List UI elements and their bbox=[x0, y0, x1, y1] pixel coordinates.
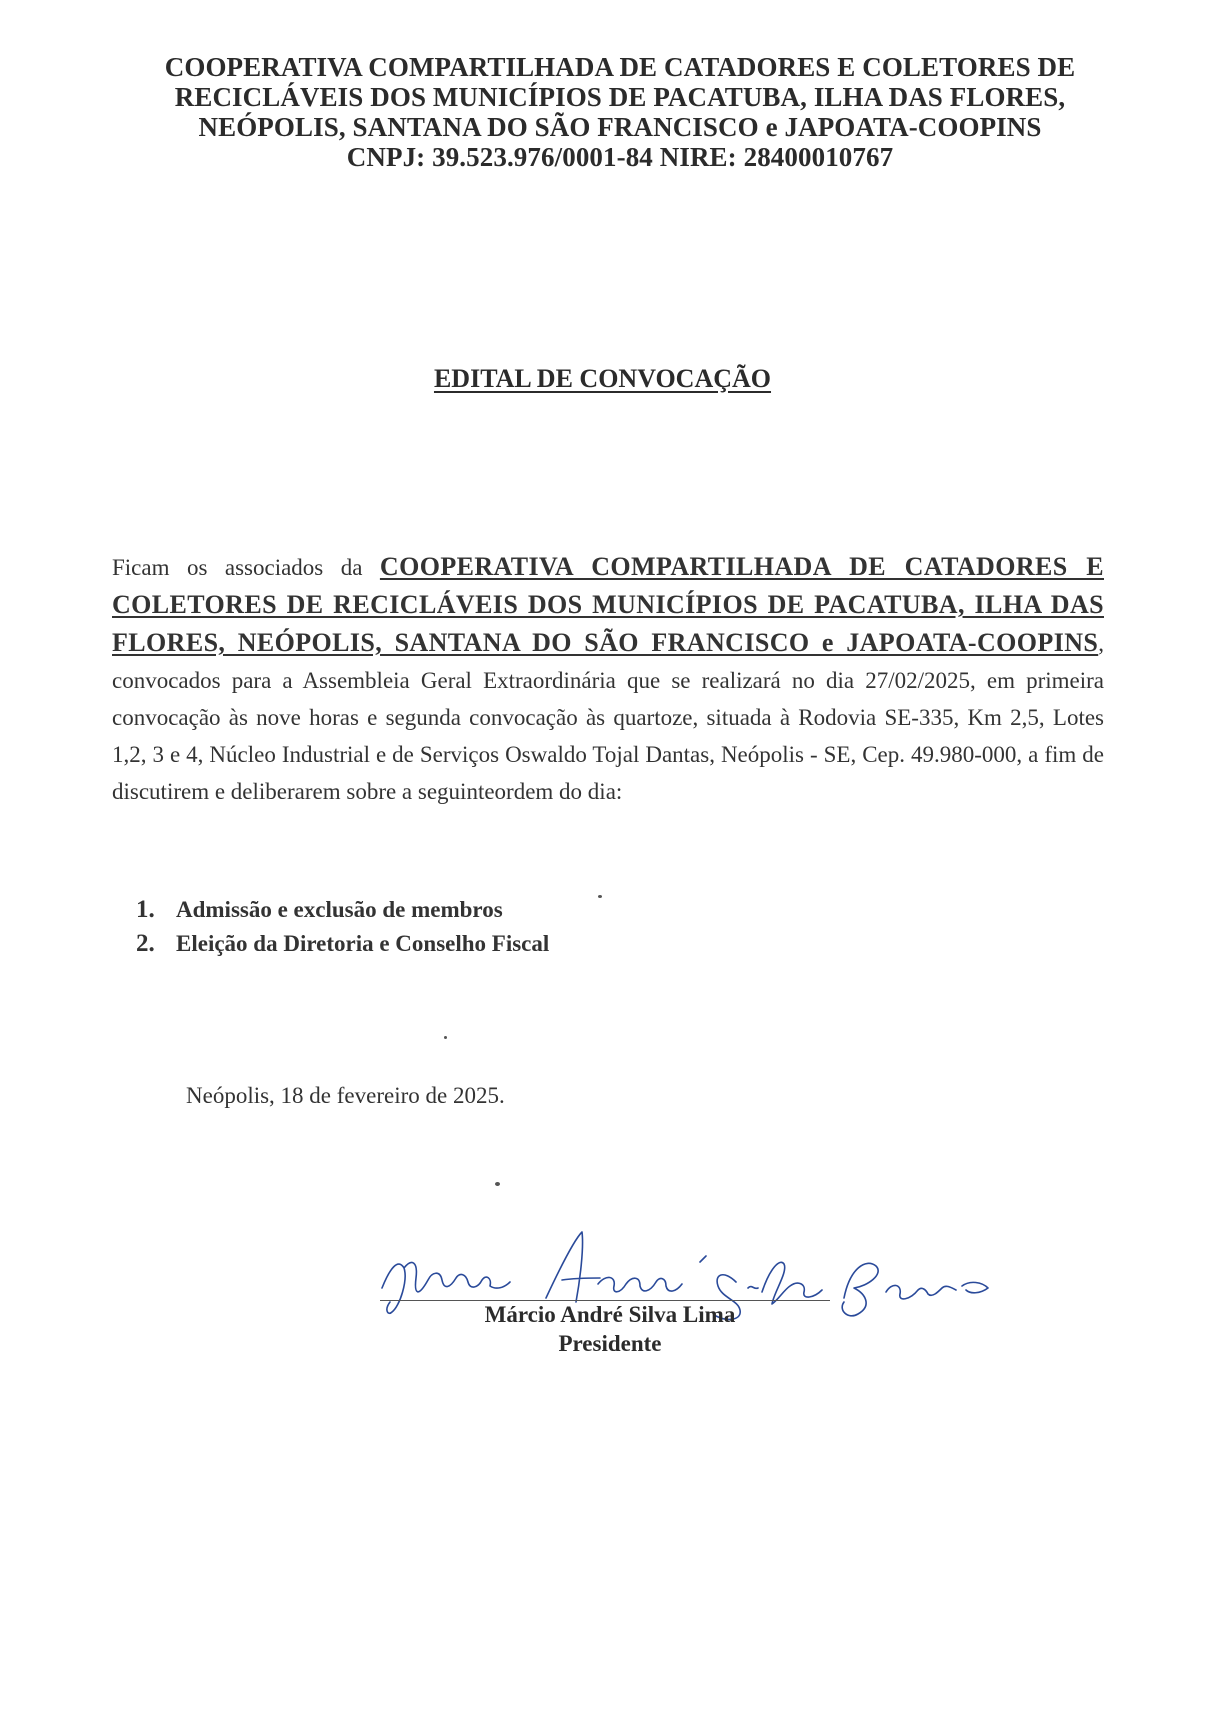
paragraph-rest: , convocados para a Assembleia Geral Extraordinária que se realizará no dia 27/02/2025, em primeira convocação às nove horas e segunda convocação às quartoze, situada à Rodovia SE-335, Km 2,5, Lotes 1,2, 3 e 4, Núcleo Industrial e de Serviços Oswaldo Tojal Dantas, Neópolis - SE, Cep. 49.980-000, a fim de discutirem e deliberarem sobre a seguinteordem do dia: bbox=[112, 631, 1104, 804]
header-line-2: RECICLÁVEIS DOS MUNICÍPIOS DE PACATUBA, ILHA DAS FLORES, bbox=[174, 82, 1066, 112]
agenda-list bbox=[136, 893, 549, 961]
dateline: Neópolis, 18 de fevereiro de 2025. bbox=[186, 1083, 505, 1108]
signer-name: Márcio André Silva Lima bbox=[484, 1302, 736, 1327]
agenda-item bbox=[136, 893, 549, 927]
convocation-paragraph bbox=[112, 548, 1104, 810]
cooperative-name: COOPERATIVA COMPARTILHADA DE CATADORES E COLETORES DE RECICLÁVEIS DOS MUNICÍPIOS DE PACATUBA, ILHA DAS FLORES, NEÓPOLIS, SANTANA DO SÃO FRANCISCO e JAPOATA-COOPINS bbox=[112, 552, 1104, 657]
agenda-item-number: 1. bbox=[136, 896, 155, 923]
scan-speck bbox=[598, 895, 602, 898]
signer-role: Presidente bbox=[558, 1331, 662, 1356]
agenda-item bbox=[136, 927, 549, 961]
agenda-item-text: Eleição da Diretoria e Conselho Fiscal bbox=[176, 931, 550, 956]
document-title: EDITAL DE CONVOCAÇÃO bbox=[433, 364, 772, 393]
header-line-3: NEÓPOLIS, SANTANA DO SÃO FRANCISCO e JAPOATA-COOPINS bbox=[198, 112, 1042, 142]
signer-block bbox=[380, 1300, 840, 1358]
agenda-item-number: 2. bbox=[136, 930, 155, 957]
document-header bbox=[140, 52, 1100, 172]
agenda-item-text: Admissão e exclusão de membros bbox=[176, 897, 503, 922]
header-cnpj-nire: CNPJ: 39.523.976/0001-84 NIRE: 28400010767 bbox=[346, 142, 894, 172]
paragraph-intro: Ficam os associados da bbox=[112, 555, 380, 580]
scan-speck bbox=[444, 1036, 447, 1039]
header-line-1: COOPERATIVA COMPARTILHADA DE CATADORES E COLETORES DE bbox=[164, 52, 1076, 82]
scan-speck bbox=[495, 1182, 500, 1186]
